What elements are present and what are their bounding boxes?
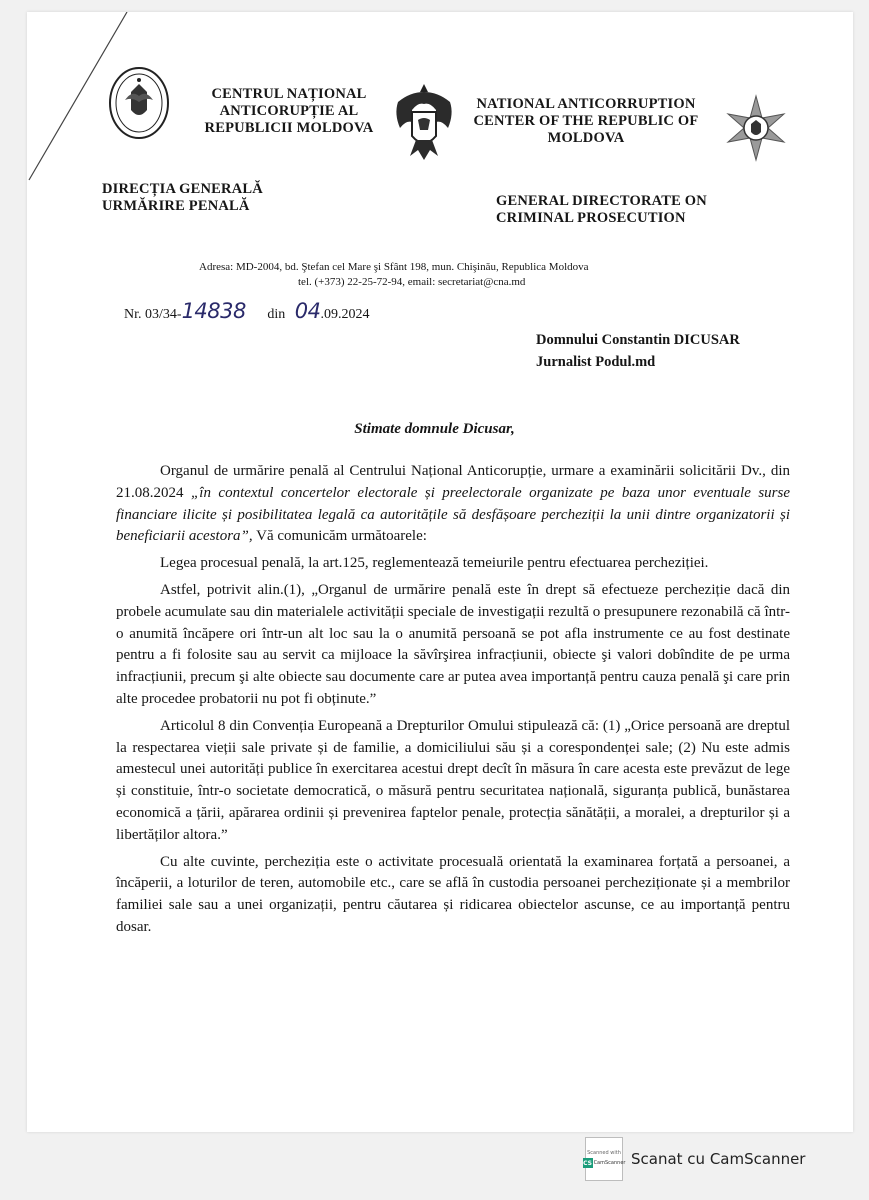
moldova-coat-of-arms-icon xyxy=(390,80,458,164)
reference-prefix: Nr. 03/34- xyxy=(124,307,182,322)
right-institution-title: NATIONAL ANTICORRUPTION CENTER OF THE REPUBLIC OF MOLDOVA xyxy=(473,96,699,146)
cna-star-badge-icon xyxy=(722,94,790,162)
paragraph-3: Astfel, potrivit alin.(1), „Organul de urmărire penală este în drept să efectueze percheziție dacă din probele acumulate sau din materialele activității speciale de investigații rezultă o presupunere rezonabilă că într-o anumită încăpere ori într-un alt loc sau la o anumită persoană se pot afla instrumente ce au fost destinate pentru a fi folosite sau au servit ca mijloace la săvîrşirea infracțiunii, obiecte şi valori dobîndite de pe urma infracțiunii, precum şi alte obiecte sau documente care ar putea avea importanță pentru cauza penală şi care prin alte procedee probatorii nu pot fi obținute.” xyxy=(116,581,790,707)
institution-address: Adresa: MD-2004, bd. Ştefan cel Mare şi Sfânt 198, mun. Chişinău, Republica Moldova tel. (+373) 22-25-72-94, email: secretariat@cna.md xyxy=(199,261,589,288)
salutation: Stimate domnule Dicusar, xyxy=(354,421,515,437)
reference-month-year: .09.2024 xyxy=(320,307,370,322)
handwritten-day: 04 xyxy=(294,299,321,323)
addressee-block xyxy=(536,329,740,373)
reference-din: din xyxy=(267,307,286,322)
addressee-role: Jurnalist Podul.md xyxy=(536,354,656,370)
paragraph-4: Articolul 8 din Convenția Europeană a Drepturilor Omului stipulează că: (1) „Orice persoană are dreptul la respectarea vieții sale private și de familie, a domiciliului său și a corespondenței sale; (2) Nu este admis amestecul unei autorități publice în exercitarea acestui drept decît în măsura în care acesta este prevăzut de lege și constituie, într-o societate democratică, o măsură pentru securitatea națională, siguranța publică, bunăstarea economică a țării, apărarea ordinii și prevenirea faptelor penale, protecția sănătății, a moralei, a drepturilor și a libertăților altora.” xyxy=(116,717,790,843)
camscanner-label: Scanat cu CamScanner xyxy=(631,1150,806,1168)
paragraph-1: Organul de urmărire penală al Centrului Național Anticorupție, urmare a examinării solicitării Dv., din 21.08.2024 „în contextul concertelor electorale și preelectorale organizate pe baza unor eventuale surse financiare ilicite și posibilitatea legală ca autoritățile să desfășoare percheziții la unii dintre organizatorii și beneficiarii acestora”, Vă comunicăm următoarele: xyxy=(116,463,790,545)
handwritten-number: 14838 xyxy=(181,299,246,323)
cna-round-seal-icon xyxy=(108,66,170,140)
addressee-name: Domnului Constantin DICUSAR xyxy=(536,332,740,348)
camscanner-watermark xyxy=(585,1137,805,1181)
left-institution-title: CENTRUL NAȚIONAL ANTICORUPȚIE AL REPUBLICII MOLDOVA xyxy=(204,86,374,136)
paragraph-5: Cu alte cuvinte, percheziția este o activitate procesuală orientată la examinarea forțată a persoanei, a încăperii, a loturilor de teren, automobile etc., care se află în custodia persoanei percheziționate și a membrilor familiei sale sau a unei organizații, pentru căutarea și ridicarea obiectelor ascunse, ce au importanță pentru dosar. xyxy=(116,853,790,935)
letter-body xyxy=(116,461,790,944)
left-directorate-title: DIRECȚIA GENERALĂ URMĂRIRE PENALĂ xyxy=(102,181,263,214)
reference-number xyxy=(124,299,370,323)
paragraph-2: Legea procesual penală, la art.125, reglementează temeiurile pentru efectuarea percheziției. xyxy=(160,555,709,572)
right-directorate-title: GENERAL DIRECTORATE ON CRIMINAL PROSECUTION xyxy=(496,193,707,226)
camscanner-logo-icon: Scanned with CS CamScanner xyxy=(585,1137,623,1181)
